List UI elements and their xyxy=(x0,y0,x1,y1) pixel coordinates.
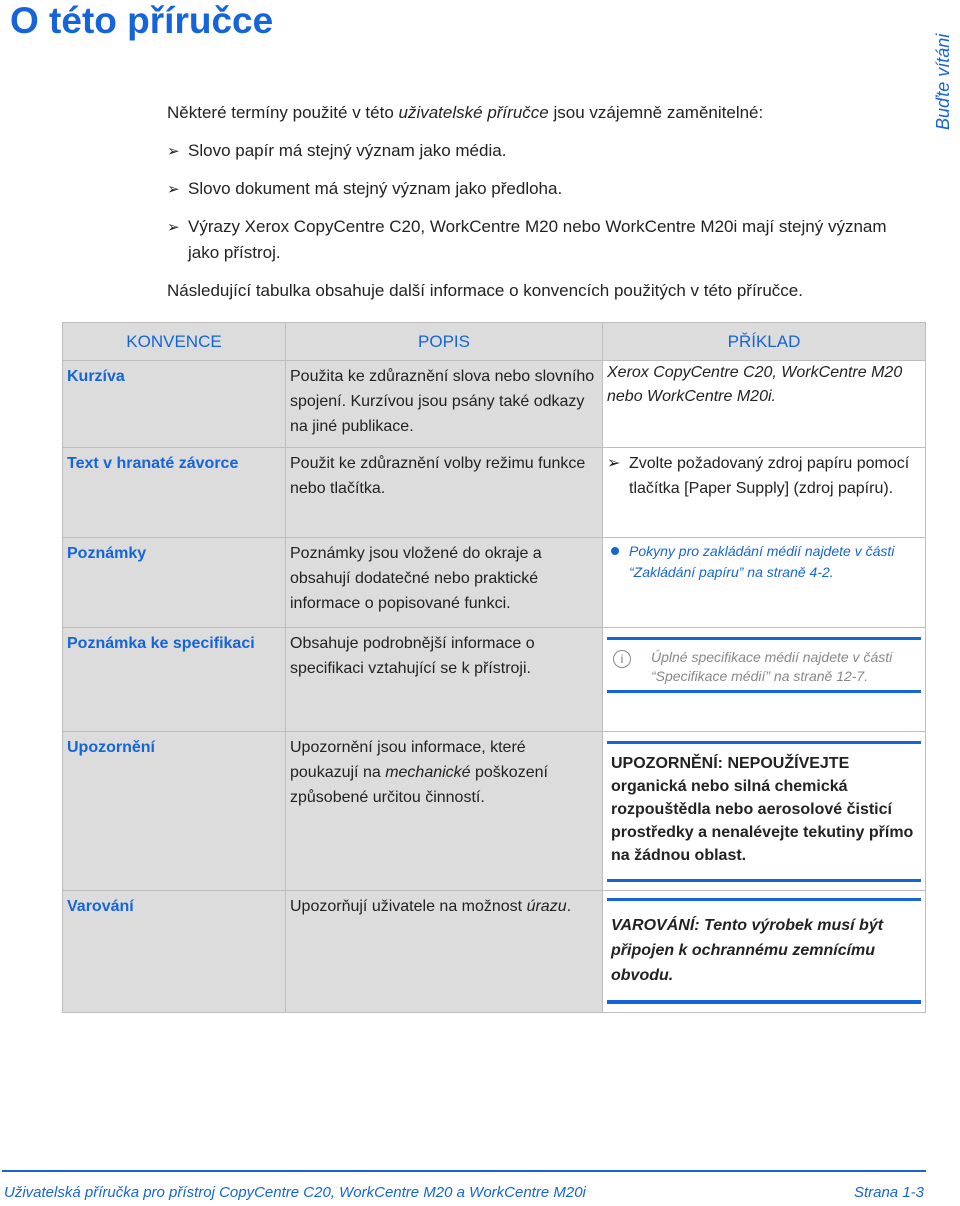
table-row xyxy=(63,891,926,1013)
section-tab-label: Buďte vítáni xyxy=(933,33,953,130)
footer-page-number: Strana 1-3 xyxy=(853,1184,924,1201)
cell-description xyxy=(286,891,603,1013)
description-text: Upozornění jsou informace, které poukazují na xyxy=(290,739,526,781)
cell-description: Obsahuje podrobnější informace o specifikaci vztahující se k přístroji. xyxy=(286,628,603,732)
cell-convention: Text v hranaté závorce xyxy=(63,448,286,538)
table-header-row xyxy=(63,323,926,361)
arrow-bullet-icon: ➢ xyxy=(167,143,180,160)
table-row xyxy=(63,448,926,538)
arrow-bullet-icon: ➢ xyxy=(167,181,180,198)
description-text: Upozorňují uživatele na možnost xyxy=(290,898,527,915)
footer-divider xyxy=(2,1170,926,1172)
cell-convention: Varování xyxy=(63,891,286,1013)
intro-text-end: jsou vzájemně zaměnitelné: xyxy=(548,103,764,122)
intro-section xyxy=(167,100,907,304)
intro-emphasis: uživatelské příručce xyxy=(398,103,549,122)
example-italic-text: Xerox CopyCentre C20, WorkCentre M20 nebo WorkCentre M20i. xyxy=(607,364,903,405)
cell-description xyxy=(286,732,603,891)
list-item xyxy=(167,138,907,164)
header-convention: KONVENCE xyxy=(63,323,286,361)
example-caution: UPOZORNĚNÍ: NEPOUŽÍVEJTE organická nebo silná chemická rozpouštědla nebo aerosolové čisticí prostředky a nenalévejte tekutiny přímo na žádnou oblast. xyxy=(607,741,921,882)
example-arrow-item xyxy=(607,451,921,501)
table-row xyxy=(63,628,926,732)
cell-example xyxy=(603,361,926,448)
list-item xyxy=(167,176,907,202)
cell-convention: Poznámka ke specifikaci xyxy=(63,628,286,732)
terms-list xyxy=(167,138,907,266)
example-spec-text: Úplné specifikace médií najdete v části “Specifikace médií” na straně 12-7. xyxy=(651,649,893,684)
cell-description: Použita ke zdůraznění slova nebo slovního spojení. Kurzívou jsou psány také odkazy na jiné publikace. xyxy=(286,361,603,448)
description-text-end: poškození způsobené určitou činností. xyxy=(290,764,548,806)
cell-example xyxy=(603,732,926,891)
info-icon: i xyxy=(613,650,631,668)
intro-paragraph xyxy=(167,100,907,126)
section-tab xyxy=(933,33,953,130)
description-text-end: . xyxy=(566,898,572,915)
list-item-text: Slovo dokument má stejný význam jako předloha. xyxy=(188,179,563,198)
list-item-text: Výrazy Xerox CopyCentre C20, WorkCentre M20 nebo WorkCentre M20i mají stejný význam jako přístroj. xyxy=(188,217,887,262)
cell-example xyxy=(603,628,926,732)
cell-example xyxy=(603,891,926,1013)
header-example: PŘÍKLAD xyxy=(603,323,926,361)
example-note xyxy=(607,541,921,583)
cell-convention: Poznámky xyxy=(63,538,286,628)
example-warning: VAROVÁNÍ: Tento výrobek musí být připojen k ochrannému zemnícímu obvodu. xyxy=(607,898,921,1004)
cell-description: Poznámky jsou vložené do okraje a obsahují dodatečné nebo praktické informace o popisované funkci. xyxy=(286,538,603,628)
list-item xyxy=(167,214,907,266)
cell-convention: Upozornění xyxy=(63,732,286,891)
description-emphasis: úrazu xyxy=(526,898,567,915)
arrow-bullet-icon: ➢ xyxy=(607,455,621,472)
cell-example xyxy=(603,538,926,628)
example-text: Zvolte požadovaný zdroj papíru pomocí tlačítka [Paper Supply] (zdroj papíru). xyxy=(629,455,910,497)
description-emphasis: mechanické xyxy=(385,764,471,781)
page-title: O této příručce xyxy=(10,0,274,41)
example-spec-note xyxy=(607,637,921,693)
arrow-bullet-icon: ➢ xyxy=(167,219,180,236)
bullet-dot-icon xyxy=(611,547,619,555)
example-note-text: Pokyny pro zakládání médií najdete v části “Zakládání papíru” na straně 4-2. xyxy=(629,543,895,580)
header-description: POPIS xyxy=(286,323,603,361)
table-row xyxy=(63,361,926,448)
list-item-text: Slovo papír má stejný význam jako média. xyxy=(188,141,507,160)
table-row xyxy=(63,732,926,891)
table-intro-paragraph: Následující tabulka obsahuje další informace o konvencích použitých v této příručce. xyxy=(167,281,803,300)
conventions-table xyxy=(62,322,926,1013)
intro-text: Některé termíny použité v této xyxy=(167,103,399,122)
footer-document-title: Uživatelská příručka pro přístroj CopyCentre C20, WorkCentre M20 a WorkCentre M20i xyxy=(4,1184,586,1201)
table-row xyxy=(63,538,926,628)
cell-example xyxy=(603,448,926,538)
cell-description: Použit ke zdůraznění volby režimu funkce nebo tlačítka. xyxy=(286,448,603,538)
cell-convention: Kurzíva xyxy=(63,361,286,448)
